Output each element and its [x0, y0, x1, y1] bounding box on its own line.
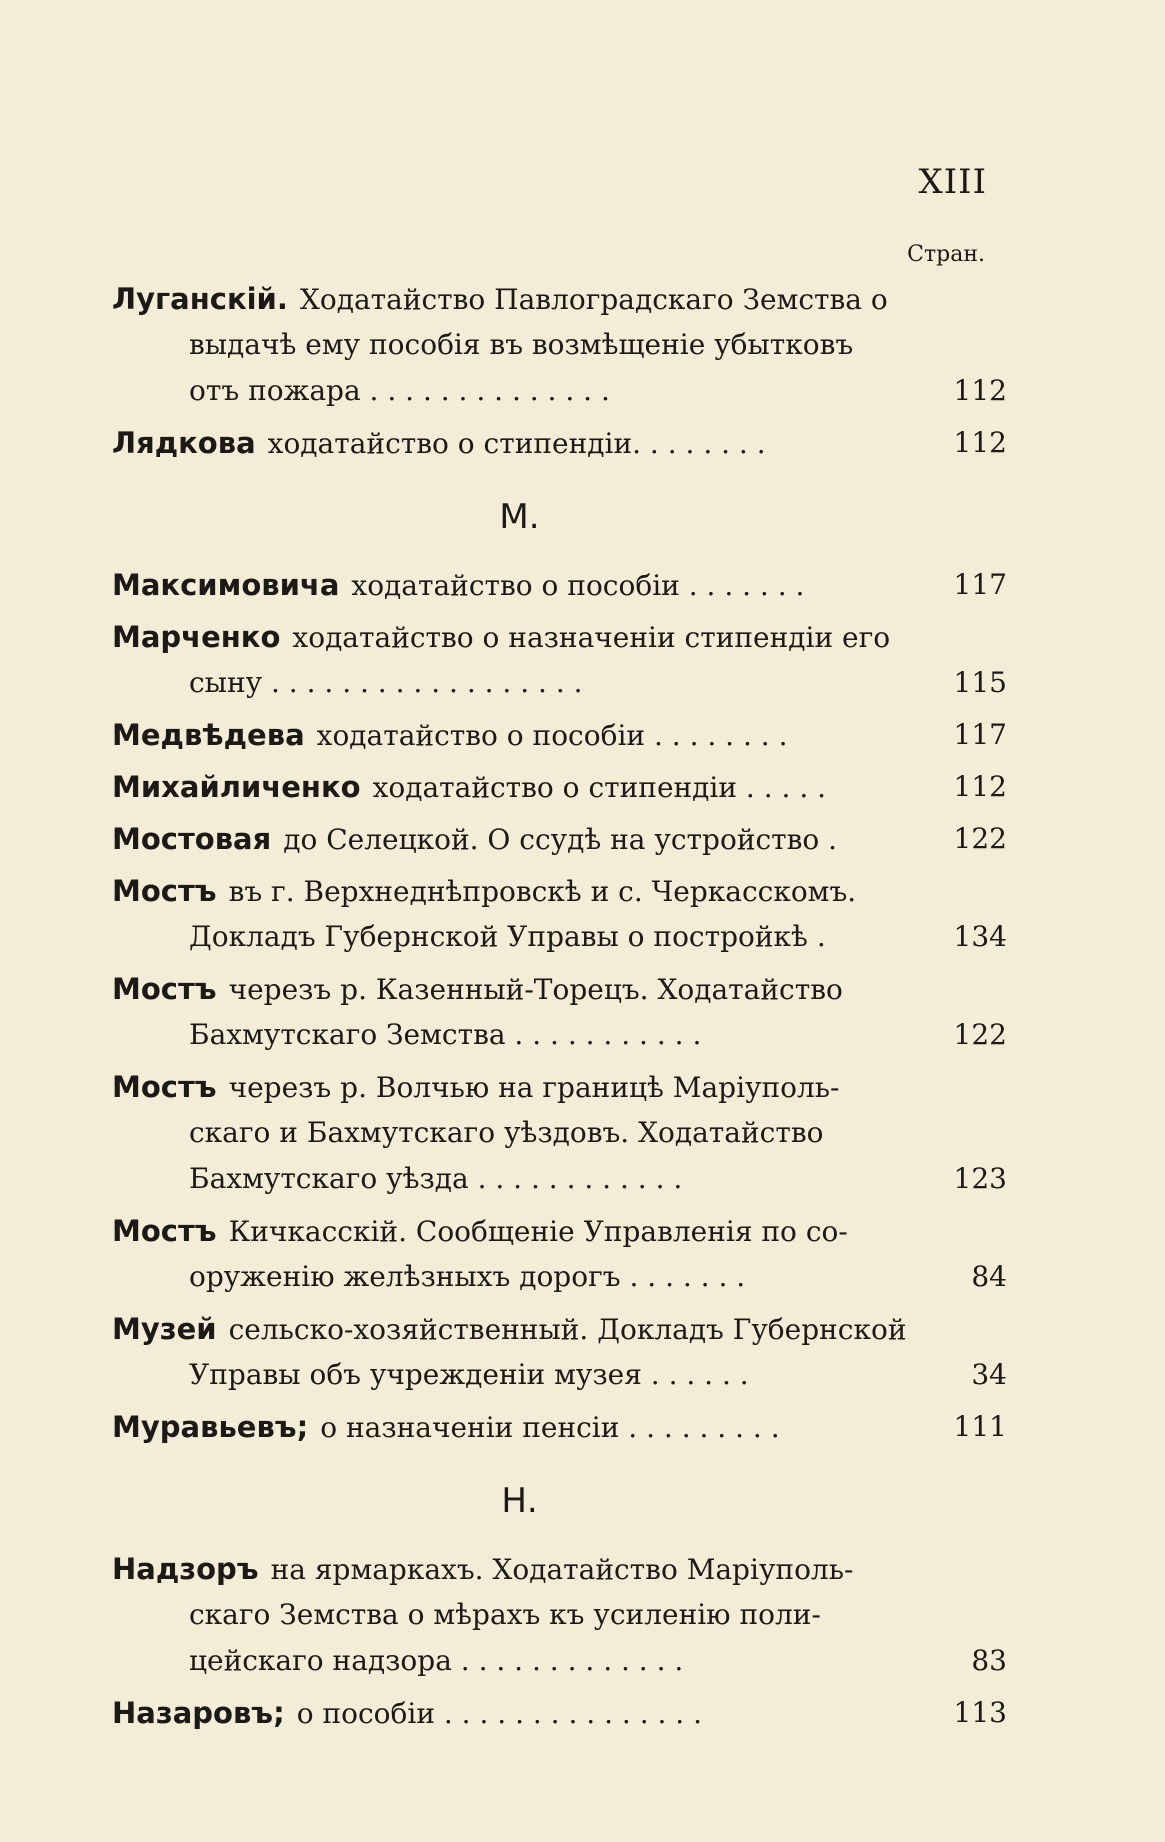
index-entry [112, 1214, 1007, 1306]
entry-line [112, 874, 1007, 920]
entry-line [112, 374, 1007, 420]
entry-page-number: 84 [971, 1260, 1007, 1293]
entry-heading: Лядкова [112, 426, 256, 460]
entry-line [112, 568, 1007, 614]
entry-heading: Луганскій. [112, 282, 288, 316]
entry-page-number: 123 [953, 1162, 1007, 1195]
entry-heading: Надзоръ [112, 1552, 259, 1586]
entry-text: скаго и Бахмутскаго уѣздовъ. Ходатайство [189, 1116, 824, 1149]
entry-text: Управы объ учрежденіи музея . . . . . . [189, 1358, 749, 1391]
entry-text: о назначеніи пенсіи . . . . . . . . . [320, 1411, 780, 1444]
index-entry [112, 1552, 1007, 1690]
entry-page-number: 112 [953, 426, 1007, 459]
entry-text: ходатайство о пособіи . . . . . . . [351, 569, 805, 602]
entry-page-number: 34 [971, 1358, 1007, 1391]
entry-page-number: 112 [953, 374, 1007, 407]
entry-page-number: 112 [953, 770, 1007, 803]
entry-heading: Медвѣдева [112, 718, 305, 752]
entry-line [112, 1410, 1007, 1456]
entry-text: ходатайство о стипендіи . . . . . [372, 771, 827, 804]
entry-text: до Селецкой. О ссудѣ на устройство . [283, 823, 838, 856]
entry-line [112, 620, 1007, 666]
index-entry [112, 426, 1007, 472]
index-entry [112, 282, 1007, 420]
page-column-heading: Стран. [907, 242, 985, 267]
entry-text: сыну . . . . . . . . . . . . . . . . . . [189, 666, 583, 699]
entry-text: на ярмаркахъ. Ходатайство Маріуполь- [270, 1553, 854, 1586]
entry-line [112, 282, 1007, 328]
entry-text: ходатайство о назначеніи стипендіи его [292, 621, 891, 654]
entry-line [112, 1260, 1007, 1306]
entry-line [112, 1070, 1007, 1116]
entry-text: Бахмутскаго Земства . . . . . . . . . . . [189, 1018, 702, 1051]
entry-line [112, 1018, 1007, 1064]
entry-line [112, 1598, 1007, 1644]
entry-page-number: 122 [953, 822, 1007, 855]
entry-text: Докладъ Губернской Управы о постройкѣ . [189, 920, 826, 953]
entry-page-number: 115 [953, 666, 1007, 699]
entry-text: Ходатайство Павлоградскаго Земства о [299, 283, 888, 316]
entry-line [112, 1696, 1007, 1742]
entry-heading: Михайличенко [112, 770, 361, 804]
entry-text: въ г. Верхнеднѣпровскѣ и с. Черкасскомъ. [228, 875, 857, 908]
entry-heading: Назаровъ; [112, 1696, 285, 1730]
index-entry [112, 718, 1007, 764]
entry-text: отъ пожара . . . . . . . . . . . . . . [189, 374, 610, 407]
entry-line [112, 822, 1007, 868]
index-entry [112, 972, 1007, 1064]
entry-line [112, 1214, 1007, 1260]
entry-heading: Мостъ [112, 1214, 217, 1248]
section-letter-heading: М. [499, 497, 540, 537]
entry-text: черезъ р. Волчью на границѣ Маріуполь- [228, 1071, 840, 1104]
entry-line [112, 1162, 1007, 1208]
entry-heading: Максимовича [112, 568, 340, 602]
entry-text: ходатайство о пособіи . . . . . . . . [316, 719, 788, 752]
entry-heading: Мостовая [112, 822, 272, 856]
entry-line [112, 1312, 1007, 1358]
entry-line [112, 1644, 1007, 1690]
entry-heading: Муравьевъ; [112, 1410, 309, 1444]
entry-line [112, 666, 1007, 712]
page-number: XIII [918, 162, 987, 202]
index-entry [112, 1410, 1007, 1456]
entry-text: ходатайство о стипендіи. . . . . . . . [267, 427, 766, 460]
entry-page-number: 134 [953, 920, 1007, 953]
entry-line [112, 328, 1007, 374]
index-entry [112, 822, 1007, 868]
entry-page-number: 113 [953, 1696, 1007, 1729]
entry-line [112, 920, 1007, 966]
index-entry [112, 1696, 1007, 1742]
entry-heading: Мостъ [112, 874, 217, 908]
index-entry [112, 874, 1007, 966]
entry-text: о пособіи . . . . . . . . . . . . . . . [296, 1697, 702, 1730]
entry-page-number: 111 [953, 1410, 1007, 1443]
index-entry [112, 770, 1007, 816]
index-content [112, 282, 1007, 1748]
index-entry [112, 620, 1007, 712]
entry-heading: Мостъ [112, 972, 217, 1006]
entry-text: оруженію желѣзныхъ дорогъ . . . . . . . [189, 1260, 746, 1293]
index-entry [112, 1070, 1007, 1208]
entry-text: цейскаго надзора . . . . . . . . . . . . . [189, 1644, 684, 1677]
entry-page-number: 83 [971, 1644, 1007, 1677]
index-entry [112, 568, 1007, 614]
entry-line [112, 770, 1007, 816]
entry-line [112, 1552, 1007, 1598]
entry-heading: Марченко [112, 620, 281, 654]
entry-text: сельско-хозяйственный. Докладъ Губернской [228, 1313, 907, 1346]
entry-heading: Мостъ [112, 1070, 217, 1104]
entry-page-number: 117 [953, 718, 1007, 751]
entry-text: Кичкасскій. Сообщеніе Управленія по со- [228, 1215, 848, 1248]
index-entry [112, 1312, 1007, 1404]
entry-line [112, 718, 1007, 764]
entry-text: выдачѣ ему пособія въ возмѣщеніе убытковъ [189, 328, 854, 361]
entry-page-number: 122 [953, 1018, 1007, 1051]
entry-line [112, 426, 1007, 472]
entry-text: Бахмутскаго уѣзда . . . . . . . . . . . . [189, 1162, 683, 1195]
entry-line [112, 972, 1007, 1018]
section-letter-heading: Н. [501, 1481, 538, 1521]
entry-heading: Музей [112, 1312, 217, 1346]
entry-page-number: 117 [953, 568, 1007, 601]
entry-line [112, 1358, 1007, 1404]
entry-line [112, 1116, 1007, 1162]
entry-text: черезъ р. Казенный-Торецъ. Ходатайство [228, 973, 843, 1006]
entry-text: скаго Земства о мѣрахъ къ усиленію поли- [189, 1598, 821, 1631]
